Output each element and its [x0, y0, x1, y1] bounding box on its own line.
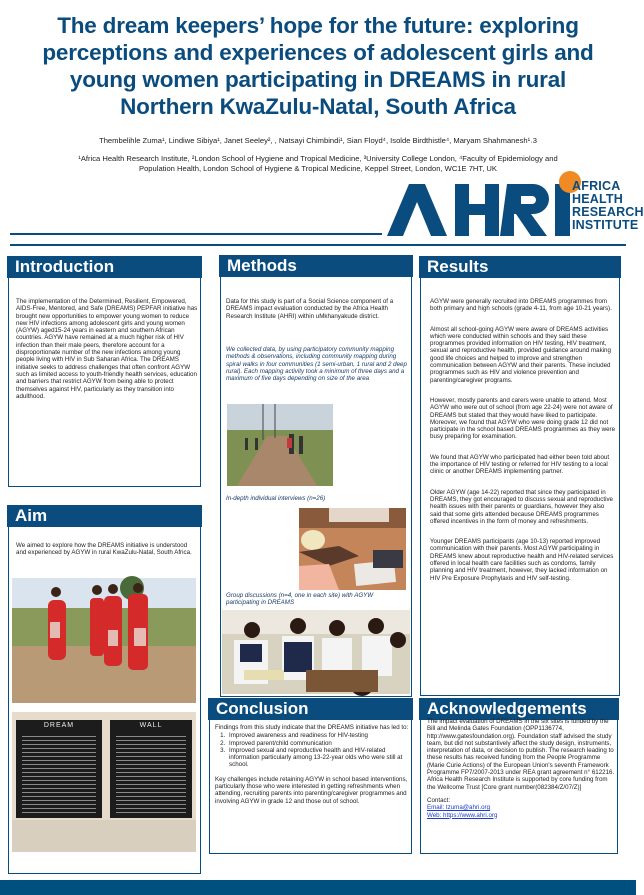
photo-spiral-walk: [227, 404, 333, 486]
methods-para-1: Data for this study is part of a Social Science component of a DREAMS impact evaluation conducted by the Africa Health Research Institute (AHRI) within uMkhanyakude district.: [226, 298, 394, 320]
aim-heading: Aim: [7, 505, 202, 527]
conclusion-text: [215, 724, 410, 805]
affiliations-line-2: Population Health, London School of Hygiene & Tropical Medicine, Keppel Street, London, WC1E 7HT, UK: [139, 164, 497, 173]
results-paragraph: Older AGYW (age 14-22) reported that since they participated in DREAMS, they got encouraged to discuss sexual and reproductive health issues with their parents or guardians, however they also said that some girls attended because DREAMS programmes offered incentives in the form of money and refreshments.: [430, 488, 613, 525]
results-paragraph: However, mostly parents and carers were unable to attend. Most AGYW who were out of school (from age 22-24) were not aware of DREAMS but stated that they would have liked to participate. Moreover, we found that AGYW who were doing grade 12 did not participate in the school based DREAMS programmes as they were busy preparing for examination.: [430, 396, 616, 441]
author-list: Thembelihle Zuma¹, Lindiwe Sibiya¹, Janet Seeley², , Natsayi Chimbindi¹, Sian Floyd⁴, Isolde Birdthistle⁴, Maryam Shahmanesh¹˒3: [99, 136, 537, 145]
conclusion-intro: Findings from this study indicate that the DREAMS initiative has led to:: [215, 724, 409, 731]
photo-group-discussion: [222, 610, 410, 694]
results-paragraph: Younger DREAMS participants (age 10-13) reported improved communication with their parents. Most AGYW participating in DREAMS knew about reproductive health and HIV-related services offered in local health care facilities such as condoms, family planning and HIV treatment, however, they lacked information on HIV Pre Exposure Prophylaxis and HIV self-testing.: [430, 538, 614, 582]
logo-wordmark: AFRICA HEALTH RESEARCH INSTITUTE: [572, 179, 644, 232]
results-paragraph: AGYW were generally recruited into DREAMS programmes from both primary and high schools (grade 4-11, from age 10-21 years).: [430, 298, 612, 313]
ahri-logo-mark: [387, 184, 570, 236]
caption-individual-interviews: In-depth individual interviews (n=26): [226, 495, 326, 502]
acknowledgements-funding: The impact evaluation of DREAMS in the six sites is funded by the Bill and Melinda Gates Foundation (OPP1136774, http://www.gatesfoundation.org). Foundation staff advised the study team, but did not substantively affect the study design, instruments, interpretation of data, or decision to publish. The research leading to these results has received funding from the People Programme (Marie Curie Actions) of the European Union's seventh Framework Programme FP7/2007-2013 under REA grant agreement n° 612216. Africa Health Research Institute is supported by core funding from the Wellcome Trust [Core grant number(082384/Z/07/Z)]: [427, 718, 615, 791]
contact-label: Contact:: [427, 796, 451, 804]
footer-bar: [0, 880, 636, 895]
introduction-heading: Introduction: [7, 256, 202, 278]
photo-girls-traditional-dress: [12, 578, 196, 703]
photo-dream-wall: [12, 712, 196, 852]
results-paragraph: We found that AGYW who participated had either been told about the importance of HIV testing or referred for HIV testing to a local clinic or another DREAMS implementing partner.: [430, 453, 610, 476]
acknowledgements-text: [427, 718, 617, 819]
poster-title: The dream keepers’ hope for the future: exploring perceptions and experiences of adolescent girls and young women participating in DREAMS in rural Northern KwaZulu-Natal, South Africa: [42, 13, 594, 119]
photo-individual-interview: [299, 508, 406, 590]
results-paragraph: Almost all school-going AGYW were aware of DREAMS activities which were conducted within schools and they said these programmes provided information on HIV testing, HIV treatment, sexual and reproductive health, provided guidance around making good life choices and helped to improve and strengthen communication between AGYW and their parents. These included programmes such as HIV and violence prevention and parenting/caregiver programs.: [430, 325, 611, 384]
wall-board: WALL: [110, 720, 192, 818]
methods-heading: Methods: [219, 255, 413, 277]
methods-para-2: We collected data, by using participatory community mapping methods & observations, including community mapping during spiral walks in four communities (1 semi-urban, 1 rural and 2 deep rural). Each mapping activity took a minimum of three days and a maximum of five days depending on size of the area: [226, 346, 407, 383]
caption-group-discussions: Group discussions (n=4, one in each site) with AGYW participating in DREAMS: [226, 592, 374, 607]
results-text: [430, 298, 616, 590]
conclusion-challenges: Key challenges include retaining AGYW in school based interventions, particularly those who were interested in getting refreshments when attending, recruiting parents into parenting/caregiver programmes and involving AGYW in grade 12 and those out of school.: [215, 775, 408, 805]
header-divider-2: [10, 244, 626, 246]
conclusion-item: 3. Improved sexual and reproductive health and HIV-related information particularly among 13-22-year olds who were still at school.: [227, 747, 410, 769]
web-link[interactable]: Web: https://www.ahri.org: [427, 811, 498, 819]
dream-board: DREAM: [16, 720, 102, 818]
header-divider-1: [10, 233, 382, 235]
introduction-text: The implementation of the Determined, Resilient, Empowered, AIDS-Free, Mentored, and Safe (DREAMS) PEPFAR initiative has brought new opportunities to empower young women to reduce new HIV infections among adolescent girls and young women (AGYW) aged15-24 years in eastern and southern African countries. AGYW have remained at a much higher risk of HIV infection than their male peers, therefore account for a disproportionate number of the new infections among young people living with HIV in Sub Saharan Africa. The DREAMS initiative seeks to address challenges that often confront AGYW such as limited access to youth-friendly health services, education and barriers that restrict AGYW from being able to protect themselves against HIV, particularly as they transition into adulthood.: [16, 298, 198, 400]
email-link[interactable]: Email: tzuma@ahri.org: [427, 804, 491, 812]
conclusion-heading: Conclusion: [208, 698, 413, 720]
conclusion-item: 1. Improved awareness and readiness for HIV-testing: [227, 732, 410, 739]
aim-text: We aimed to explore how the DREAMS initiative is understood and experienced by AGYW in rural KwaZulu-Natal, South Africa.: [16, 542, 192, 557]
acknowledgements-heading: Acknowledgements: [419, 698, 619, 720]
results-heading: Results: [419, 256, 621, 278]
conclusion-item: 2. Improved parent/child communication: [227, 740, 410, 747]
affiliations-line-1: ¹Africa Health Research Institute, ²London School of Hygiene and Tropical Medicine, ³University College London, ⁴Faculty of Epidemiology and: [78, 154, 558, 163]
conclusion-list: [215, 732, 410, 768]
